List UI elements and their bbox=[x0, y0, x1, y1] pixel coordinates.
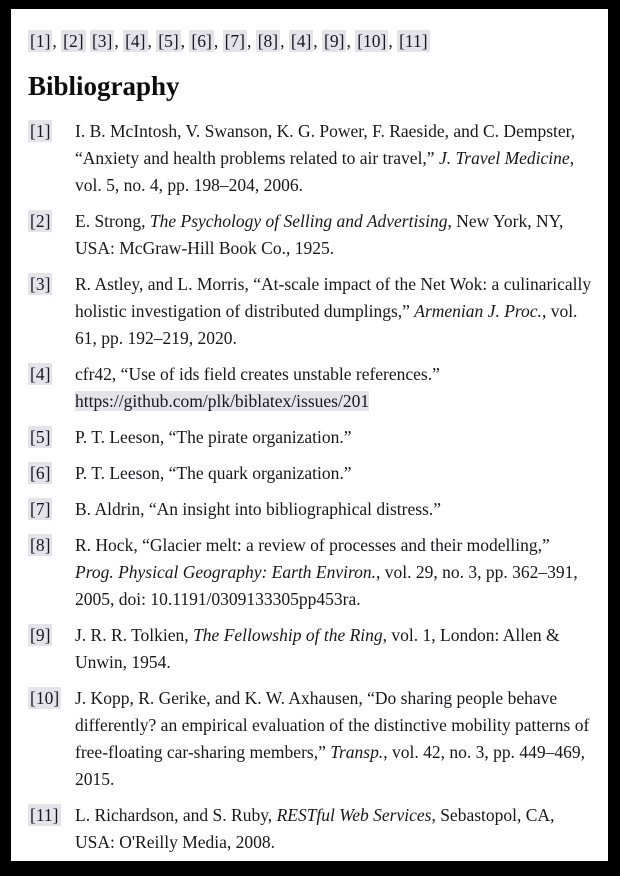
citation-separator: , bbox=[180, 31, 190, 51]
bib-entry-label-column-10 bbox=[28, 685, 75, 793]
bib-italic-text: RESTful Web Services bbox=[276, 805, 432, 825]
bib-entry-anchor-2[interactable]: [2] bbox=[30, 211, 51, 231]
bib-entry-label-column-6 bbox=[28, 460, 75, 487]
bib-entry-5 bbox=[28, 424, 592, 451]
bib-entry-anchor-8[interactable]: [8] bbox=[30, 535, 51, 555]
bib-entry-4 bbox=[28, 361, 592, 415]
bib-text: J. R. R. Tolkien, bbox=[75, 625, 194, 645]
bib-entry-label-column-2 bbox=[28, 208, 75, 262]
bib-entry-anchor-9[interactable]: [9] bbox=[30, 625, 51, 645]
bib-entry-text-6 bbox=[75, 460, 592, 487]
bib-text: , vol. 5, no. 4, pp. 198–204, 2006. bbox=[75, 148, 575, 195]
bib-text: J. Kopp, R. Gerike, and K. W. Axhausen, “Do sharing people behave differently? an empirical evaluation of the distinctive mobility patterns of free-floating car-sharing members,” bbox=[75, 688, 590, 762]
bib-entry-label-column-3 bbox=[28, 271, 75, 352]
bib-entry-8 bbox=[28, 532, 592, 613]
citation-separator: , bbox=[346, 31, 356, 51]
bib-text: L. Richardson, and S. Ruby, bbox=[75, 805, 277, 825]
bib-entry-9 bbox=[28, 622, 592, 676]
bib-text: R. Hock, “Glacier melt: a review of processes and their modelling,” bbox=[75, 535, 550, 555]
bib-italic-text: Armenian J. Proc. bbox=[414, 301, 542, 321]
citation-ref-1-2[interactable]: [2] bbox=[63, 31, 84, 51]
citation-ref-11-11[interactable]: [11] bbox=[399, 31, 428, 51]
citation-separator: , bbox=[213, 31, 223, 51]
bib-text: , vol. 29, no. 3, pp. 362–391, 2005, doi: 10.1191/0309133305pp453ra. bbox=[75, 562, 578, 609]
bib-entry-10 bbox=[28, 685, 592, 793]
citation-ref-3-4[interactable]: [4] bbox=[125, 31, 146, 51]
bibliography-list bbox=[28, 118, 592, 856]
citation-separator: , bbox=[147, 31, 157, 51]
bib-text: P. T. Leeson, “The pirate organization.” bbox=[75, 427, 352, 447]
citation-ref-0-1[interactable]: [1] bbox=[30, 31, 51, 51]
bib-entry-text-1 bbox=[75, 118, 592, 199]
bib-text: , vol. 1, London: Allen & Unwin, 1954. bbox=[75, 625, 560, 672]
citation-separator: , bbox=[280, 31, 289, 51]
bib-entry-label-column-9 bbox=[28, 622, 75, 676]
citation-ref-7-8[interactable]: [8] bbox=[257, 31, 279, 51]
bib-entry-text-3 bbox=[75, 271, 592, 352]
citation-ref-2-3[interactable]: [3] bbox=[91, 31, 113, 51]
bib-entry-anchor-4[interactable]: [4] bbox=[30, 364, 51, 384]
bib-italic-text: J. Travel Medicine bbox=[438, 148, 570, 168]
bib-entry-text-7 bbox=[75, 496, 592, 523]
bib-text: , vol. 42, no. 3, pp. 449–469, 2015. bbox=[75, 742, 585, 789]
bib-entry-text-11 bbox=[75, 802, 592, 856]
bib-text: cfr42, “Use of ids field creates unstable references.” bbox=[75, 364, 440, 384]
bib-entry-text-5 bbox=[75, 424, 592, 451]
bib-entry-text-4 bbox=[75, 361, 592, 415]
bib-text: R. Astley, and L. Morris, “At-scale impact of the Net Wok: a culinarically holistic investigation of distributed dumplings,” bbox=[75, 274, 592, 321]
bib-italic-text: The Psychology of Selling and Advertising bbox=[149, 211, 448, 231]
bib-text: , Sebastopol, CA, USA: O'Reilly Media, 2008. bbox=[75, 805, 555, 852]
bib-entry-text-10 bbox=[75, 685, 592, 793]
bib-italic-text: Prog. Physical Geography: Earth Environ. bbox=[75, 562, 377, 582]
bib-entry-anchor-3[interactable]: [3] bbox=[30, 274, 51, 294]
bib-entry-label-column-4 bbox=[28, 361, 75, 415]
citation-separator: , bbox=[114, 31, 124, 51]
citation-line bbox=[28, 27, 592, 55]
bib-entry-text-2 bbox=[75, 208, 592, 262]
bib-entry-text-9 bbox=[75, 622, 592, 676]
bib-text: , New York, NY, USA: McGraw-Hill Book Co., 1925. bbox=[75, 211, 564, 258]
bib-text: P. T. Leeson, “The quark organization.” bbox=[75, 463, 352, 483]
bib-entry-6 bbox=[28, 460, 592, 487]
bib-entry-anchor-10[interactable]: [10] bbox=[30, 688, 60, 708]
citation-separator: , bbox=[313, 31, 323, 51]
bib-text: E. Strong, bbox=[75, 211, 150, 231]
citation-ref-9-9[interactable]: [9] bbox=[324, 31, 345, 51]
citation-ref-4-5[interactable]: [5] bbox=[158, 31, 179, 51]
bib-entry-11 bbox=[28, 802, 592, 856]
bib-entry-anchor-1[interactable]: [1] bbox=[30, 121, 51, 141]
bib-entry-label-column-11 bbox=[28, 802, 75, 856]
bib-italic-text: Transp. bbox=[330, 742, 384, 762]
bib-entry-2 bbox=[28, 208, 592, 262]
bib-entry-1 bbox=[28, 118, 592, 199]
bib-entry-label-column-5 bbox=[28, 424, 75, 451]
bib-entry-anchor-6[interactable]: [6] bbox=[30, 463, 51, 483]
bib-entry-anchor-11[interactable]: [11] bbox=[30, 805, 59, 825]
bib-entry-label-column-8 bbox=[28, 532, 75, 613]
bib-text: B. Aldrin, “An insight into bibliographical distress.” bbox=[75, 499, 442, 519]
bib-entry-label-column-1 bbox=[28, 118, 75, 199]
bib-entry-anchor-5[interactable]: [5] bbox=[30, 427, 51, 447]
bib-entry-3 bbox=[28, 271, 592, 352]
bib-text: , vol. 61, pp. 192–219, 2020. bbox=[75, 301, 578, 348]
citation-ref-8-4[interactable]: [4] bbox=[290, 31, 312, 51]
bib-entry-label-column-7 bbox=[28, 496, 75, 523]
bib-entry-anchor-7[interactable]: [7] bbox=[30, 499, 51, 519]
page-title: Bibliography bbox=[28, 71, 180, 101]
citation-ref-5-6[interactable]: [6] bbox=[191, 31, 212, 51]
citation-ref-6-7[interactable]: [7] bbox=[224, 31, 245, 51]
citation-separator: , bbox=[246, 31, 256, 51]
bib-entry-text-8 bbox=[75, 532, 592, 613]
bib-entry-7 bbox=[28, 496, 592, 523]
citation-separator: , bbox=[52, 31, 62, 51]
bibliography-page bbox=[11, 9, 608, 861]
citation-ref-10-10[interactable]: [10] bbox=[357, 31, 387, 51]
bib-text: I. B. McIntosh, V. Swanson, K. G. Power, F. Raeside, and C. Dempster, “Anxiety and health problems related to air travel,” bbox=[75, 121, 576, 168]
citation-separator: , bbox=[388, 31, 398, 51]
bib-italic-text: The Fellowship of the Ring bbox=[193, 625, 383, 645]
bib-url-link[interactable]: https://github.com/plk/biblatex/issues/201 bbox=[75, 391, 370, 411]
